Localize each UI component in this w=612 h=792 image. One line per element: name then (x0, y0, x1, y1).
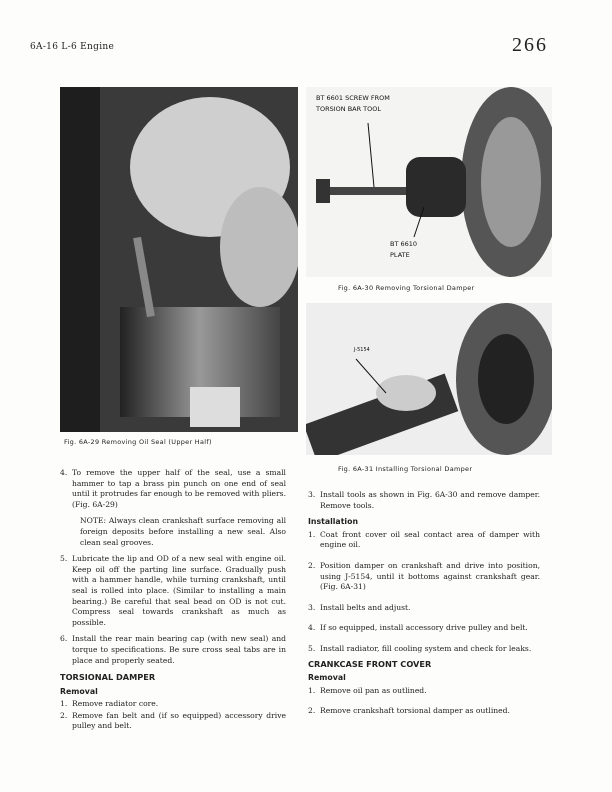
fig-6a-29-photo (60, 87, 298, 432)
label-j5154: J-5154 (354, 347, 370, 353)
install-step-4 (308, 623, 540, 634)
label-plate: BT 6610 (390, 240, 418, 248)
install-step-2 (308, 561, 540, 593)
label-plate-2: PLATE (390, 251, 410, 259)
step-number: 3. (308, 602, 316, 612)
removal-step-1 (60, 699, 286, 710)
step-number: 2. (308, 706, 316, 716)
step-text: Install the rear main bearing cap (with new seal) and torque to specifications. Be sure cross seal tabs are in place and properly seated. (72, 634, 286, 665)
step-text: Remove radiator core. (72, 699, 159, 709)
step-number: 5. (60, 554, 68, 564)
step-text: If so equipped, install accessory drive pulley and belt. (320, 623, 528, 633)
step-text: Install belts and adjust. (320, 602, 411, 612)
cover-removal-step-2 (308, 706, 540, 717)
install-step-1 (308, 530, 540, 551)
step-number: 5. (308, 643, 316, 653)
step-text: Install tools as shown in Fig. 6A-30 and remove damper. Remove tools. (320, 490, 540, 510)
step-number: 4. (308, 623, 316, 633)
fig-6a-30-photo (306, 87, 552, 277)
page-number: 266 (512, 34, 548, 56)
step-5 (60, 554, 286, 628)
step-number: 1. (308, 529, 316, 539)
heading-crankcase-front-cover: CRANKCASE FRONT COVER (308, 658, 432, 669)
step-text: To remove the upper half of the seal, use a small hammer to tap a brass pin punch on one end of seal until it protrudes far enough to be removed with pliers. (Fig. 6A-29) (72, 468, 286, 509)
heading-torsional-damper: TORSIONAL DAMPER (60, 672, 156, 683)
subheading-removal-2: Removal (308, 673, 346, 683)
note: NOTE: Always clean crankshaft surface removing all foreign deposits before installing a new seal. Also clean seal grooves. (80, 516, 286, 547)
step-text: Lubricate the lip and OD of a new seal with engine oil. Keep oil off the parting line surface. Gradually push with a hammer handle, while turning crankshaft, until seal is rolled into place. (Similar to installing a main bearing.) Be careful that seal bead on OD is not cut. Compress seal towards crankshaft as much as possible. (72, 554, 286, 627)
install-step-5 (308, 644, 540, 655)
label-screw: BT 6601 SCREW FROM (316, 94, 390, 102)
subheading-installation: Installation (308, 517, 358, 527)
fig-6a-31-caption: Fig. 6A-31 Installing Torsional Damper (338, 465, 473, 473)
step-text: Remove oil pan as outlined. (320, 685, 427, 695)
step-6 (60, 634, 286, 666)
label-screw-2: TORSION BAR TOOL (316, 105, 382, 113)
fig-6a-30-caption: Fig. 6A-30 Removing Torsional Damper (338, 284, 475, 292)
step-text: Remove fan belt and (if so equipped) accessory drive pulley and belt. (72, 710, 286, 731)
left-column (60, 468, 286, 738)
step-number: 2. (60, 710, 68, 720)
step-number: 6. (60, 634, 68, 644)
step-text: Position damper on crankshaft and drive into position, using J-5154, until it bottoms against crankshaft gear. (Fig. 6A-31) (320, 560, 540, 592)
fig-6a-29-caption: Fig. 6A-29 Removing Oil Seal (Upper Half) (64, 438, 212, 446)
removal-step-2 (60, 711, 286, 732)
step-number: 1. (60, 699, 68, 709)
step-4 (60, 468, 286, 510)
fig-6a-31-photo (306, 303, 552, 455)
section-header: 6A-16 L-6 Engine (30, 42, 115, 52)
step-number: 2. (308, 560, 316, 570)
step-3 (308, 490, 540, 511)
right-column (308, 490, 540, 723)
cover-removal-step-1 (308, 686, 540, 697)
step-number: 3. (308, 490, 316, 499)
install-step-3 (308, 603, 540, 614)
step-text: Coat front cover oil seal contact area of damper with engine oil. (320, 529, 540, 550)
step-number: 1. (308, 685, 316, 695)
step-text: Install radiator, fill cooling system and check for leaks. (320, 643, 532, 653)
step-text: Remove crankshaft torsional damper as outlined. (320, 706, 510, 716)
subheading-removal: Removal (60, 686, 98, 696)
step-number: 4. (60, 468, 68, 477)
